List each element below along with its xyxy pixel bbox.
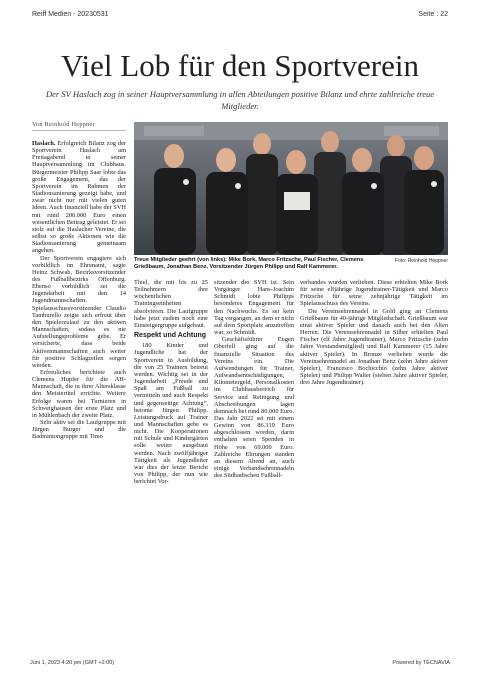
paragraph: sitzender des SVH ist. Sein Vorgänger Hans-Joachim Schmidt lobte Philipps besonderes Engagement für den Nachwuchs. Es sei kein Tag vergangen, an dem er nicht auf dem Sportplatz anzutreffen war, so Schmidt. <box>214 279 294 337</box>
page-header <box>0 0 480 30</box>
paragraph: verbandes wurden verliehen. Diese erhielten Mike Bork für seine elfjährige Jugendtrainer-Tätigkeit und Marco Fritzsche für seine zehnjährige Tätigkeit im Spielausschuss des Vereins. <box>300 279 448 308</box>
byline-rule <box>32 130 126 131</box>
paragraph: 180 Kinder und Jugendliche hat der Sportverein in Ausbildung, die von 25 Trainern betreut werden. Wichtig sei in der Jugendarbeit „Freude und Spaß am Fußball zu vermitteln und auch Respekt und gegenseitige Achtung“, betonte Jürgen Philipp. Leistungsdruck auf Trainer und Mannschaften gebe es nicht. Die Kooperationen mit Schule und Kindergärten solle weiter ausgebaut werden. Nach zwölfjähriger Tätigkeit als Jugendleiter war dies der letzte Bericht von Philipp, der nun wie berichtet Vor- <box>134 342 208 486</box>
footer-date: Juni 1, 2023 4:20 pm (GMT +2:00) <box>30 660 115 666</box>
article-byline: Von Reinhold Heppner <box>32 121 95 128</box>
paragraph: Sehr aktiv sei die Laufgruppe mit Jürgen Burger und die Badmintongruppe mit Timo <box>32 419 126 441</box>
caption-text: Treue Mitglieder geehrt (von links): Mike Bork, Marco Fritzsche, Paul Fischer, Clemens Grießbaum, Jonathan Benz, Vorsitzender Jürgen Philipp und Ralf Kammerer. <box>134 257 364 270</box>
page-number: Seite : 22 <box>418 11 448 18</box>
section-heading: Respekt und Achtung <box>134 332 207 340</box>
paragraph <box>32 140 126 255</box>
article-subhead: Der SV Haslach zog in seiner Hauptversammlung in allen Abteilungen positive Bilanz und ehrte zahlreiche treue Mitglieder. <box>45 89 435 111</box>
publication-source: Reiff Medien - 20230531 <box>32 11 109 18</box>
dateline: Haslach. <box>32 140 56 147</box>
team-photo-illustration <box>134 122 448 255</box>
team-photo <box>134 122 448 255</box>
paragraph: Thiel, die mit bis zu 25 Teilnehmern ihre wöchentlichen Trainingseinheiten absolvieren. Die Laufgruppe habe jetzt zudem noch eine Einsteigergruppe aufgebaut. <box>134 279 208 329</box>
article-column-2 <box>134 279 208 485</box>
paragraph: Erfreuliches berichtete auch Clemens Hupfer für die AH-Mannschaft, die in ihrer Altersklasse den Meistertitel errichte. Weitere Erfolge waren bei Turnieren in Schweighausen der erste Platz und in Mühlenbach der zweite Platz. <box>32 369 126 419</box>
article-column-4 <box>300 279 448 386</box>
photo-caption <box>134 257 448 271</box>
article-column-3 <box>214 279 294 479</box>
paragraph: Geschäftsführer Eugen Oberfell ging auf die finanzielle Situation des Vereins ein. Die Aufwendungen für Trainer, Aufwandsentschädigungen, Kilometergeld, Personalkosten im Clubhausbereich für Service und Reinigung und Abschreibungen lagen demnach bei rund 80.000 Euro. Das Jahr 2022 sei mit einem Gewinn von 86.319 Euro abgeschlossen worden, darin enthalten seien Spenden in Höhe von 69.000 Euro. Zahlreiche Ehrungen standen an diesem Abend an, auch einige Verbandsehrennadeln des Südbadischen Fußball- <box>214 336 294 480</box>
paragraph-text: Erfolgreich Bilanz zog der Sportverein Haslach am Freitagabend in seiner Hauptversammlung im Clubhaus. Bürgermeister Philipp Saar lobte das große Engagement, das der Sportverein im Rahmen der Stadionsanierung gezeigt habe, und zwar nicht nur mit vielen guten Ideen. Auch finanziell habe der SVH mit rund 200.000 Euro einen wesentlichen Beitrag geleistet. Er sei stolz auf die Haslacher Vereine, die selbst so große Aktionen wie die Stadionsanierung gemeinsam angehen. <box>32 140 126 255</box>
photo-credit: Foto: Reinhold Heppner <box>394 258 448 264</box>
footer-powered-by: Powered by TECNAVIA <box>392 660 450 666</box>
article-column-1 <box>32 140 126 441</box>
paragraph: Die Vereinsehrennadel in Gold ging an Clemens Grießbaum für 40-jährige Mitgliedschaft. Grießbaum war einst aktiver Spieler und danach auch bei den Alten Herren. Die Vereinsehrennadel in Silber erhielten Paul Fischer (elf Jahre Jugendtrainer), Marco Fritzsche (zehn Jahre Vorstandsmitglied) und Ralf Kammerer (15 Jahre aktiver Spieler). In Bronze verliehen wurde die Vereinsehrennadel an Jonathan Benz (zehn Jahre aktiver Spieler), Francesco Bochicchio (zehn Jahre aktiver Spieler) und Philipp Walter (sieben Jahre aktiver Spieler, drei Jahre Jugendtrainer). <box>300 307 448 387</box>
paragraph: Der Sportverein engagiere sich vorbildlich im Ehrenamt, sagte Heinz Schwab, Bezirksvorsitzender des Fußballbezirks Offenburg. Ebenso vorbildlich sei die Jugendarbeit mit den 14 Jugendmannschaften. Spielausschussvorsitzender Claudio Tamburello zeigte sich erfreut über den Spielerzulauf zu den aktiven Mannschaften, sodass es nie Aufstellungsprobleme gebe. Er versicherte, dass beide Aktivenmannschaften auch weiter für positive Schlagzeilen sorgen werden. <box>32 254 126 369</box>
article-headline: Viel Lob für den Sportverein <box>61 48 419 83</box>
